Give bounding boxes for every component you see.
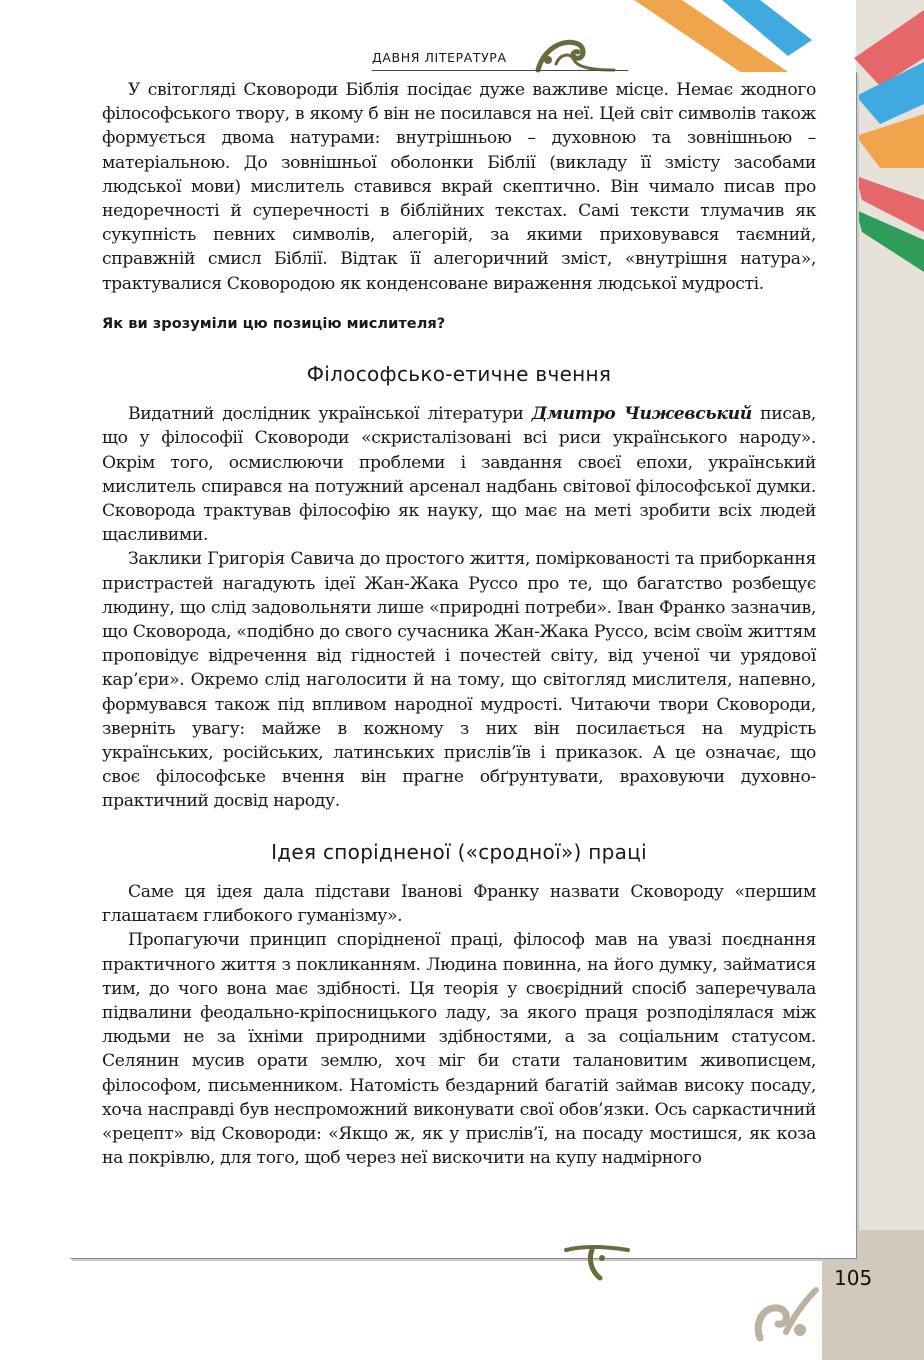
heading-related-labor: Ідея спорідненої («сродної») праці: [271, 839, 647, 864]
flourish-ornament-bottom: [562, 1242, 632, 1282]
stripe-orange-2: [856, 114, 924, 168]
section-title: ДАВНЯ ЛІТЕРАТУРА: [372, 50, 507, 65]
scholar-name: Дмитро Чижевський: [531, 404, 752, 425]
flourish-ornament-corner: [750, 1282, 820, 1344]
paragraph-chyzhevsky: [102, 402, 816, 547]
header-rule: [372, 70, 628, 71]
paragraph-text: писав, що у філософії Сковороди «скристалізовані всі риси українського народу». Окрім того, осмислюючи проблеми і завдання своєї епохи, український мислитель спирався на потужний арсенал надбань світової філософської думки. Сковорода трактував філософію як науку, що має на меті зробити всіх людей щасливими.: [102, 404, 816, 546]
page-number: 105: [834, 1266, 873, 1290]
heading-philosophy: Філософсько-етичне вчення: [306, 362, 612, 387]
paragraph-rousseau: Заклики Григорія Савича до простого життя, поміркованості та приборкання пристрастей нагадують ідеї Жан-Жака Руссо про те, що багатство розбещує людину, що слід задовольняти лише «природні потреби». Іван Франко зазначив, що Сковорода, «подібно до свого сучасника Жан-Жака Руссо, всім своїм життям проповідує відречення від гідностей і почестей світу, від ученої чи урядової кар’єри». Окремо слід наголосити й на тому, що світогляд мислителя, напевно, формувався також під впливом народної мудрості. Читаючи твори Сковороди, зверніть увагу: майже в кожному з них він посилається на мудрість українських, російських, латинських прислів’їв і приказок. А це означає, що своє філософське вчення він прагне обґрунтувати, враховуючи духовно-практичний досвід народу.: [102, 549, 816, 812]
paragraph-bible: У світогляді Сковороди Біблія посідає дуже важливе місце. Немає жодного філософського твору, в якому б він не посилався на неї. Цей світ символів також формується двома натурами: внутрішньою – духовною та зовнішньою – матеріальною. До зовнішньої оболонки Біблії (викладу її змісту засобами людської мови) мислитель ставився вкрай скептично. Він чимало писав про недоречності й суперечності в біблійних текстах. Самі тексти тлумачив як сукупність певних символів, алегорій, за якими приховувався таємний, справжній смисл Біблії. Відтак її алегоричний зміст, «внутрішня натура», трактувалися Сковородою як конденсоване вираження людської мудрості.: [102, 80, 816, 294]
paragraph-text: Видатний дослідник української літератури: [128, 404, 532, 425]
paragraph-franko: Саме ця ідея дала підстави Іванові Франку назвати Сковороду «першим глашатаєм глибокого гуманізму».: [102, 881, 816, 927]
paragraph-labor-principle: Пропагуючи принцип спорідненої праці, філософ мав на увазі поєднання практичного життя з покликанням. Людина повинна, на його думку, займатися тим, до чого вона має здібності. Ця теорія у своєрідний спосіб заперечувала підвалини феодально-кріпосницького ладу, за якого праця розподілялася між людьми не за їхніми природними здібностями, а за соціальним статусом. Селянин мусив орати землю, хоч міг би стати талановитим живописцем, філософом, письменником. Натомість бездарний багатій займав високу посаду, хоча насправді був неспроможний виконувати свої обов’язки. Ось саркастичний «рецепт» від Сковороди: «Якщо ж, як у прислів’ї, на посаду мостишся, як коза на покрівлю, для того, щоб через неї вискочити на купу надмірного: [102, 930, 816, 1169]
question-prompt: Як ви зрозуміли цю позицію мислителя?: [102, 314, 446, 332]
flourish-ornament-top: [534, 30, 618, 74]
main-text: [102, 78, 816, 1170]
